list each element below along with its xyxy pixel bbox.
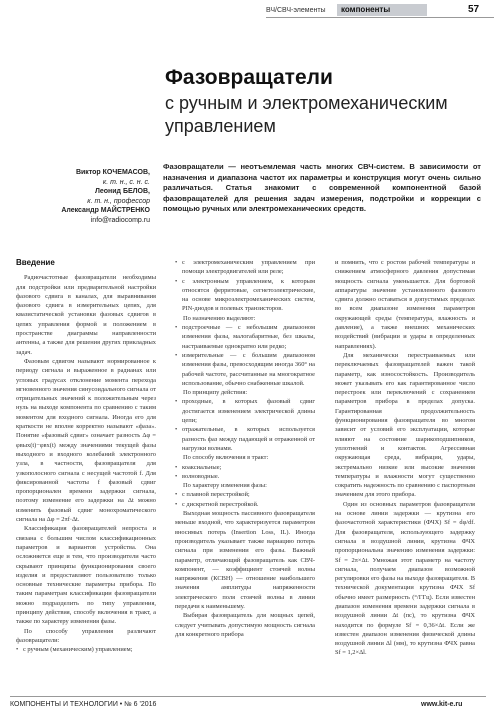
paragraph: Один из основных параметров фазовращателя на основе линии задержки — крутизна его фазочастотной характеристики (ФЧХ) Sf = dφ/df. Для фазовращателя, использующего задержку сигнала в воздушной линии, крутизна ФЧХ пропорциональна значению изменения задержки: Sf = 2π×Δt. Умножая этот параметр на частоту сигнала, получаем диапазон возможной регулировки его фазы на выходе фазовращателя. В технической документации крутизна ФЧХ Sf обычно имеет размерность (°/ГГц). Если известен диапазон изменения времени задержки сигнала в воздушной линии Δt (пс), то крутизна ФЧХ находится по формуле Sf = 0,36×Δt. Если же известен диапазон изменения физической длины воздушной линии Δl (мм), то крутизна ФЧХ равна Sf = 1,2×Δl.	[335, 500, 475, 657]
category-label: компоненты	[341, 5, 391, 14]
list-item: • с электромеханическим управлением при помощи электродвигателей или реле;	[175, 258, 315, 277]
list-item: • проходные, в которых фазовый сдвиг достигается изменением электрической длины цепи;	[175, 397, 315, 425]
header-divider	[266, 17, 494, 18]
journal-issue: КОМПОНЕНТЫ И ТЕХНОЛОГИИ • № 6 '2016	[10, 701, 157, 708]
paragraph: По назначению выделяют:	[183, 314, 256, 322]
paragraph: По принципу действия:	[183, 389, 248, 397]
website-link[interactable]: www.kit-e.ru	[421, 701, 463, 708]
paragraph: Выбирая фазовращатель для мощных цепей, следует учитывать допустимую мощность сигнала для конкретного прибора	[175, 612, 315, 638]
list-item: • с электронным управлением, к которым относятся ферритовые, сегнетоэлектрические, на основе микроэлектромеханических систем, PIN-диодов и полевых транзисторов.	[175, 277, 315, 314]
author-block	[61, 168, 150, 225]
body-column-1	[16, 258, 156, 654]
section-label: ВЧ/СВЧ-элементы	[266, 7, 326, 14]
author-name: Александр МАЙСТРЕНКО	[61, 207, 150, 214]
paragraph: Классификация фазовращателей непроста и связана с большим числом классификационных параметров и вариантов устройства. Она осложняется еще и тем, что производители часто скрывают принципы функционирования своего изделия и предоставляют пользователю только основные технические параметры прибора. По таким параметрам классификации фазовращатели можно подразделить по типу управления, принципу действия, способу включения в тракт, а также по характеру изменения фазы.	[16, 525, 156, 626]
article-lead: Фазовращатели — неотъемлемая часть многих СВЧ-систем. В зависимости от назначения и диапазона частот их параметры и конструкция могут очень сильно различаться. Статья знакомит с современной компонентной базой фазовращателей для решения задач измерения, подстройки и коррекции с помощью ручных или электромеханических средств.	[163, 162, 481, 214]
paragraph: и помнить, что с ростом рабочей температуры и снижением атмосферного давления допустимая мощность сигнала уменьшается. Для бортовой аппаратуры значение установленного фазового сдвига должно оставаться в допустимых пределах во всем диапазоне изменения параметров окружающей среды (температура, влажность и давление), а также внешних механических воздействий (вибрации и удары в определенных направлениях).	[335, 259, 475, 350]
list-item: • измерительные — с большим диапазоном изменения фазы, превосходящим иногда 360° на рабочей частоте, рассчитанные на многократное использование, обычно снабженные шкалой.	[175, 351, 315, 388]
list-item: • волноводные.	[175, 472, 315, 481]
article-subtitle: с ручным и электромеханическим управлением	[165, 93, 448, 136]
page-header	[0, 0, 496, 22]
footer-divider	[10, 696, 486, 697]
article-title: Фазовращатели	[165, 66, 333, 89]
list-item: • отражательные, в которых используется разность фаз между падающей и отраженной от нагрузки волнами.	[175, 425, 315, 453]
page-footer	[0, 696, 496, 720]
list-item: • с дискретной перестройкой.	[175, 500, 315, 509]
author-rank: к. т. н., профессор	[87, 197, 150, 205]
body-column-2	[175, 258, 315, 639]
body-column-3	[335, 258, 475, 658]
paragraph: Радиочастотные фазовращатели необходимы для подстройки или предварительной настройки фазового сдвига в каналах, для выравнивания фазового сдвига в измерительных цепях, для квазистатической установки фазовых сдвигов в цепях управления формой и положением в пространстве диаграммы направленности антенны, а также для решения других прикладных задач.	[16, 274, 156, 356]
paragraph: По характеру изменения фазы:	[183, 482, 267, 490]
page-number: 57	[468, 4, 480, 15]
paragraph: Для механически перестраиваемых или переключаемых фазовращателей важен такой параметр, как износостойкость. Производитель может указывать его как гарантированное число перестроек или переключений с сохранением параметров прибора в пределах допуска. Гарантированная продолжительность функционирования фазовращателя во многом зависит от условий его эксплуатации, которые влияют на состояние шарикоподшипников, уплотнений и контактов. Агрессивная окружающая среда, вибрации, удары, экстремально низкие или высокие значения температуры и влажности могут существенно сократить надежность по сравнению с паспортным значением для этого прибора.	[335, 351, 475, 499]
paragraph: Фазовым сдвигом называют нормированное к периоду сигнала и выраженное в радианах или угловых градусах отклонение момента перехода мгновенного значения синусоидального сигнала от отрицательных значений к положительным через нуль на выходе компонента по сравнению с таким моментом для входного сигнала. Иногда его для краткости не вполне корректно называют «фаза». Понятие «фазовый сдвиг» означает разность Δφ = φвых(t)−φвх(t) между значениями текущей фазы выходного и входного колебаний электронного узла, в частности, фазовращателя для узкополосного сигнала с несущей частотой f. Для фиксированной частоты f фазовый сдвиг пропорционален времени задержки сигнала, поэтому изменение его задержки на Δt можно изменить фазовый сдвиг монохроматического сигнала на Δφ = 2πf·Δt.	[16, 357, 156, 524]
author-name: Леонид БЕЛОВ,	[94, 188, 150, 195]
list-item: • коаксиальные;	[175, 463, 315, 472]
author-rank: к. т. н., с. н. с.	[102, 178, 150, 186]
list-item: • с ручным (механическим) управлением;	[16, 645, 156, 654]
list-item: • с плавной перестройкой;	[175, 490, 315, 499]
paragraph: По способу управления различают фазовращатели:	[16, 627, 156, 644]
paragraph: Выходная мощность пассивного фазовращателя меньше входной, что характеризуется параметром вносимых потерь (Insertion Loss, IL). Иногда производитель указывает также вариацию потерь сигнала при изменении его фазы. Важный параметр, отличающий фазовращатель как СВЧ-компонент, — коэффициент стоячей волны напряжения (КСВН) — отношение наибольшего значения амплитуды напряженности электрического поля стоячей волны в линии передачи к наименьшему.	[175, 510, 315, 610]
author-email[interactable]: info@radiocomp.ru	[90, 216, 150, 224]
list-item: • подстроечные — с небольшим диапазоном изменения фазы, малогабаритные, без шкалы, настраиваемые однократно или редко;	[175, 323, 315, 351]
author-name: Виктор КОЧЕМАСОВ,	[75, 169, 150, 176]
paragraph: По способу включения в тракт:	[183, 454, 269, 462]
section-heading: Введение	[16, 258, 55, 267]
